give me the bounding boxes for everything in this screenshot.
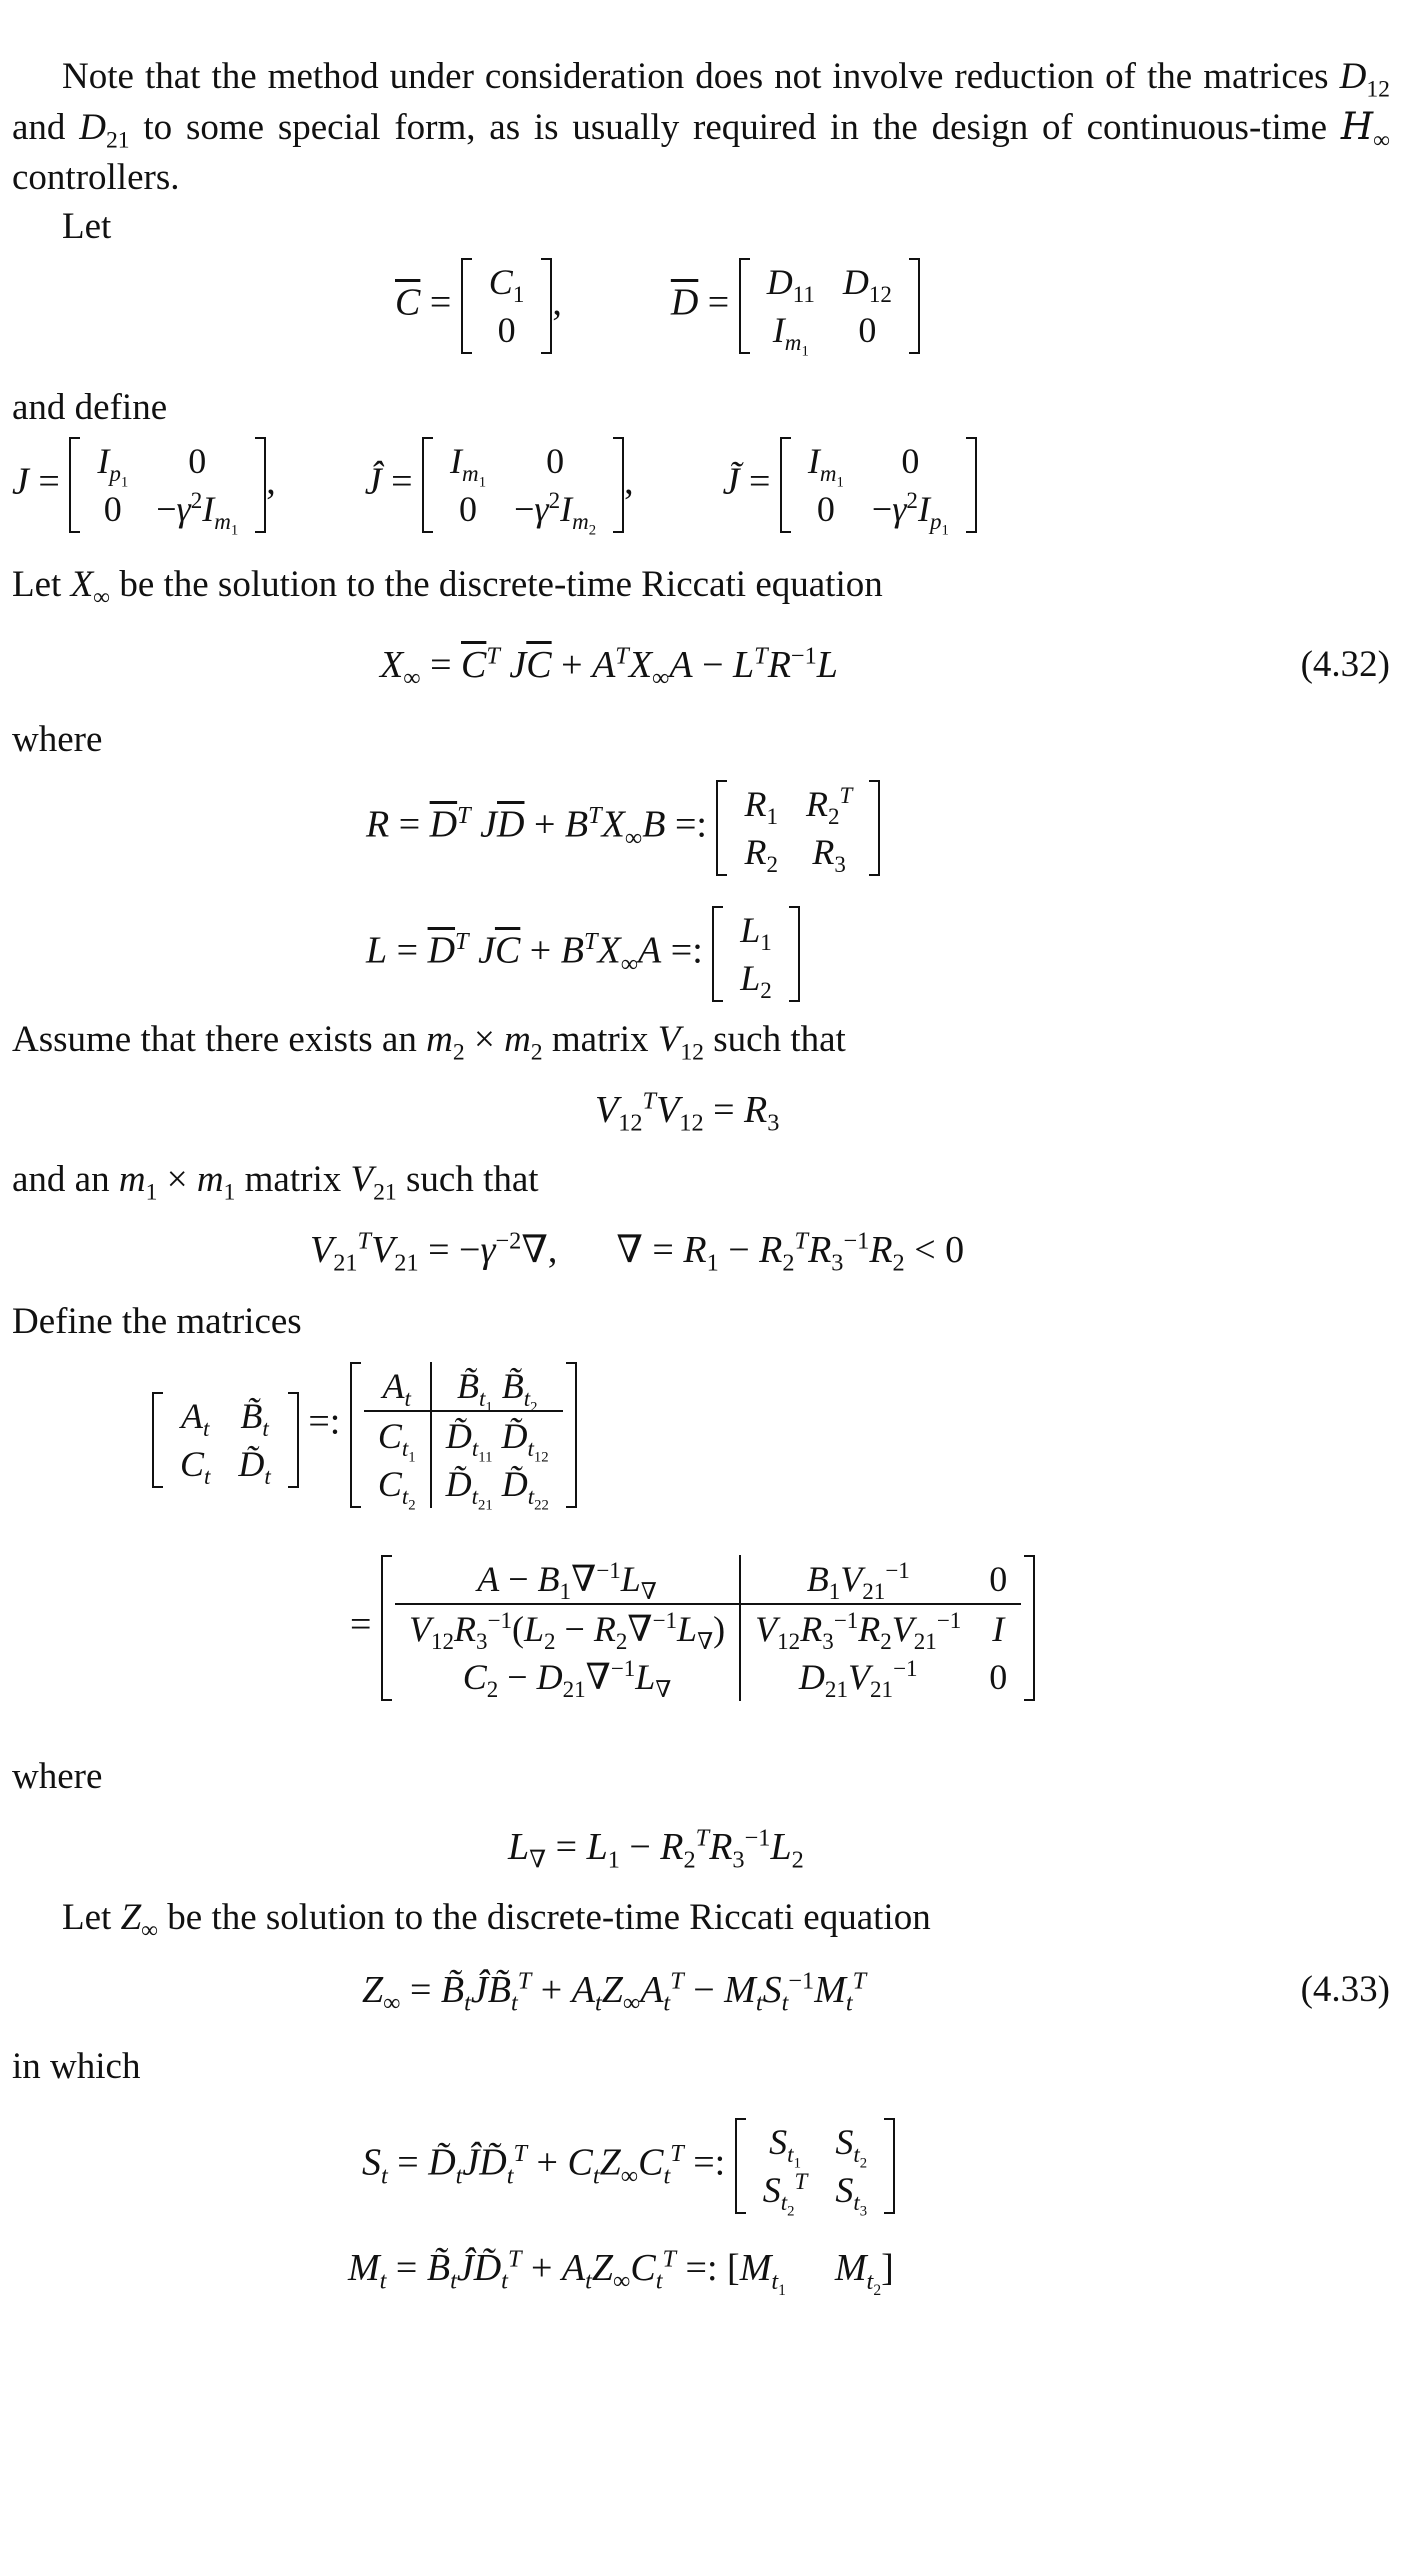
let-x-infinity-sentence: Let $X_\infty$ be the solution to the discrete-time Riccati equation bbox=[12, 564, 883, 611]
equation-4-32: $X_\infty = \overline{C}^T$ $J\overline{C} + A^TX_\infty A - L^TR^{-1}L$ bbox=[380, 642, 838, 692]
equation-v21-nabla: $V_{21}^TV_{21} = -\gamma^{-2}\nabla$, ∇ = $R_1 - R_2^TR_3^{-1}R_2 < 0$ bbox=[310, 1227, 965, 1277]
equation-j-matrices: J = $I_{p_1}$ 0 0 $-\gamma^2I_{m_1}$ , Ĵ = $I_{m_1}$ 0 0 $-\gamma^2I_{m_2}$ , J̃ = $I_{m_1}$ 0 0 $-\gamma^2I_{p_1}$ bbox=[12, 437, 977, 533]
let-z-infinity-sentence: Let $Z_\infty$ be the solution to the discrete-time Riccati equation bbox=[62, 1897, 931, 1944]
equation-partition-rhs: = $A - B_1\nabla^{-1}L_\nabla$ $B_1V_{21}^{-1}$ 0 $V_{12}R_3^{-1}(L_2 - R_2\nabla^{-1}L_\nabla)$ $V_{12}R_3^{-1}R_2V_{21}^{-1}$ I $C_2 - D_{21}\nabla^{-1}L_\nabla$ $D_{21}V_{21}^{-1}$ 0 bbox=[350, 1555, 1035, 1701]
equation-partition-lhs: $A_t$ $B̃_t$ $C_t$ $D̃_t$ =: $A_t$ $B̃_{t_1}$ $B̃_{t_2}$ $C_{t_1}$ $D̃_{t_{11}}$ $D̃_{t_{12}}$ $C_{t_2}$ $D̃_{t_{21}}$ $D̃_{t_{22}}$ bbox=[152, 1362, 577, 1508]
equation-l: $L = \overline{D}^T$ $J\overline{C} + B^TX_\infty A$ =: $L_1$ $L_2$ bbox=[366, 906, 800, 1002]
equation-s-t: $S_t$ = $D̃_tĴD̃_t^T + C_tZ_\infty C_t^T$ =: $S_{t_1}$ $S_{t_2}$ $S_{t_2}^T$ $S_{t_3}$ bbox=[362, 2118, 895, 2214]
where-label-2: where bbox=[12, 1756, 103, 1797]
equation-v12: $V_{12}^TV_{12} = R_3$ bbox=[595, 1087, 780, 1137]
assume-sentence: Assume that there exists an $m_2 \times m_2$ matrix $V_{12}$ such that bbox=[12, 1019, 846, 1066]
equation-number-4-32: (4.32) bbox=[1300, 644, 1390, 685]
intro-paragraph: Note that the method under consideration does not involve reduction of the matrices $D_{12}$ and $D_{21}$ to some special form, as is usually required in the design of continuous-time $H_\infty$ controllers. bbox=[12, 56, 1390, 198]
let-label: Let bbox=[62, 206, 112, 247]
in-which-label: in which bbox=[12, 2046, 141, 2087]
equation-m-t: $M_t$ = $B̃_tĴD̃_t^T + A_tZ_\infty C_t^T$ =: [$M_{t_1}$ $M_{t_2}$] bbox=[348, 2245, 894, 2299]
equation-number-4-33: (4.33) bbox=[1300, 1969, 1390, 2010]
equation-4-33: $Z_\infty$ = $B̃_tĴB̃_t^T + A_tZ_\infty A_t^T - M_tS_t^{-1}M_t^T$ bbox=[362, 1967, 867, 2017]
and-an-sentence: and an $m_1 \times m_1$ matrix $V_{21}$ such that bbox=[12, 1159, 539, 1206]
define-matrices-label: Define the matrices bbox=[12, 1301, 302, 1342]
where-label-1: where bbox=[12, 719, 103, 760]
and-define-label: and define bbox=[12, 387, 168, 428]
equation-r: $R = \overline{D}^T$ $J\overline{D} + B^TX_\infty B$ =: $R_1$ $R_2^T$ $R_2$ $R_3$ bbox=[366, 780, 880, 876]
equation-l-nabla: $L_\nabla = L_1 - R_2^TR_3^{-1}L_2$ bbox=[508, 1824, 804, 1874]
equation-cbar-dbar: $\overline{C}$ = $C_1$ 0 , $\overline{D}$ = $D_{11}$ $D_{12}$ $I_{m_1}$ 0 bbox=[395, 258, 920, 354]
